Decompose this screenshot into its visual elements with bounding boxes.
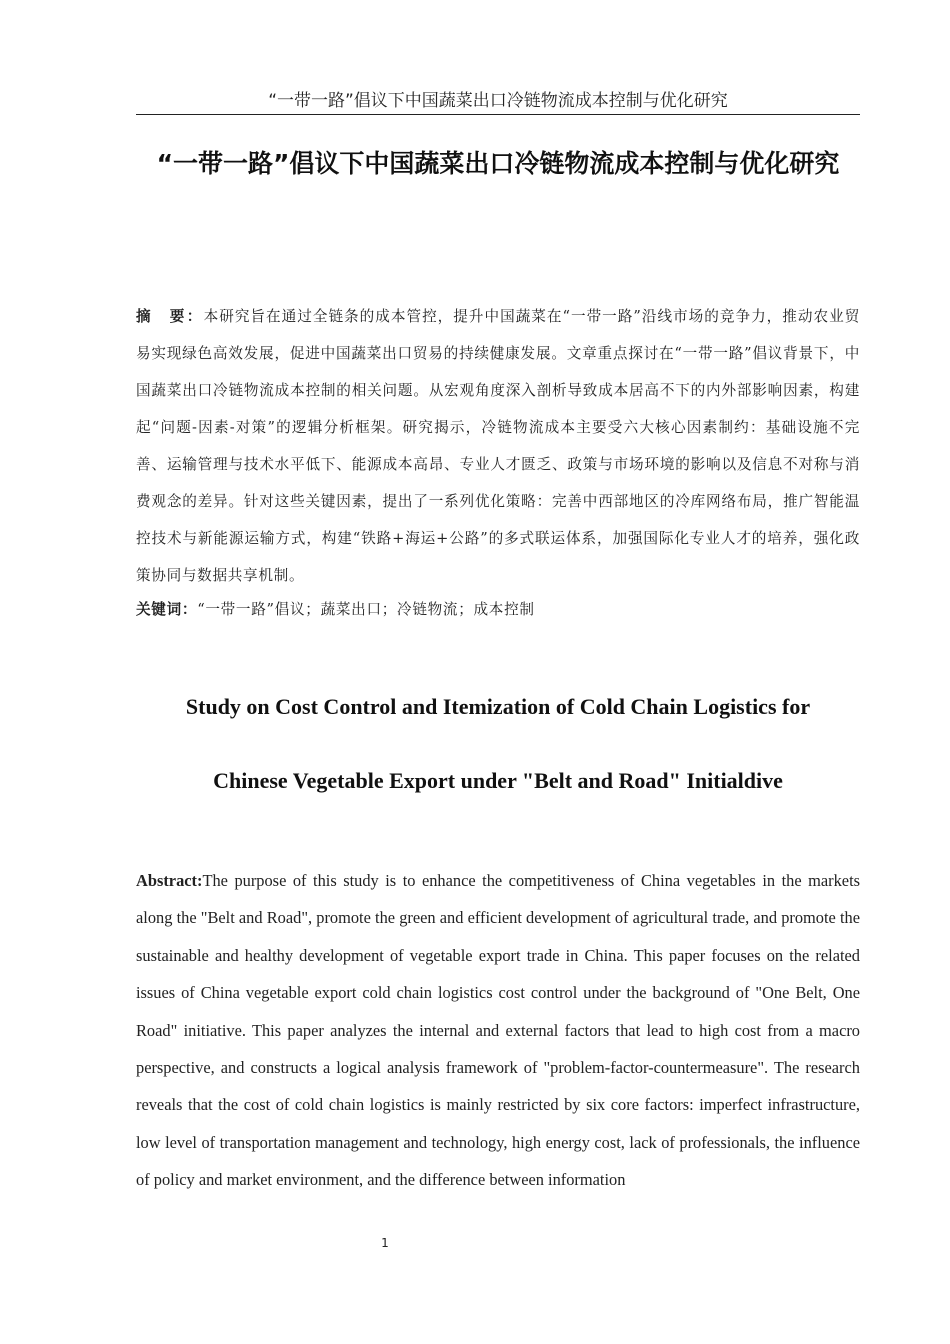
chinese-abstract-label: 摘 要： <box>136 308 204 325</box>
page-number: 1 <box>381 1236 389 1250</box>
english-title-line-2: Chinese Vegetable Export under "Belt and Road" Initialdive <box>213 768 783 793</box>
chinese-keywords-text: “一带一路”倡议；蔬菜出口；冷链物流；成本控制 <box>197 601 535 618</box>
chinese-title: “一带一路”倡议下中国蔬菜出口冷链物流成本控制与优化研究 <box>156 149 840 178</box>
chinese-keywords <box>136 596 860 624</box>
english-title-line-1: Study on Cost Control and Itemization of Cold Chain Logistics for <box>185 694 811 719</box>
english-title <box>136 670 860 818</box>
running-header: “一带一路”倡议下中国蔬菜出口冷链物流成本控制与优化研究 <box>136 90 860 115</box>
english-abstract <box>136 862 860 1199</box>
english-abstract-label: Abstract: <box>136 871 203 890</box>
chinese-keywords-label: 关键词： <box>136 601 198 618</box>
english-abstract-text: The purpose of this study is to enhance the competitiveness of China vegetables in the markets along the "Belt and Road", promote the green and efficient development of agricultural trade, and promote the sustainable and healthy development of vegetable export trade in China. This paper focuses on the related issues of China vegetable export cold chain logistics cost control under the background of "One Belt, One Road" initiative. This paper analyzes the internal and external factors that lead to high cost from a macro perspective, and constructs a logical analysis framework of "problem-factor-countermeasure". The research reveals that the cost of cold chain logistics is mainly restricted by six core factors: imperfect infrastructure, low level of transportation management and technology, high energy cost, lack of professionals, the influence of policy and market environment, and the difference between information <box>136 871 860 1190</box>
chinese-abstract <box>136 298 860 594</box>
chinese-abstract-text: 本研究旨在通过全链条的成本管控，提升中国蔬菜在“一带一路”沿线市场的竞争力，推动农业贸易实现绿色高效发展，促进中国蔬菜出口贸易的持续健康发展。文章重点探讨在“一带一路”倡议背景下，中国蔬菜出口冷链物流成本控制的相关问题。从宏观角度深入剖析导致成本居高不下的内外部影响因素，构建起“问题-因素-对策”的逻辑分析框架。研究揭示，冷链物流成本主要受六大核心因素制约：基础设施不完善、运输管理与技术水平低下、能源成本高昂、专业人才匮乏、政策与市场环境的影响以及信息不对称与消费观念的差异。针对这些关键因素，提出了一系列优化策略：完善中西部地区的冷库网络布局，推广智能温控技术与新能源运输方式，构建“铁路+海运+公路”的多式联运体系，加强国际化专业人才的培养，强化政策协同与数据共享机制。 <box>136 308 860 584</box>
